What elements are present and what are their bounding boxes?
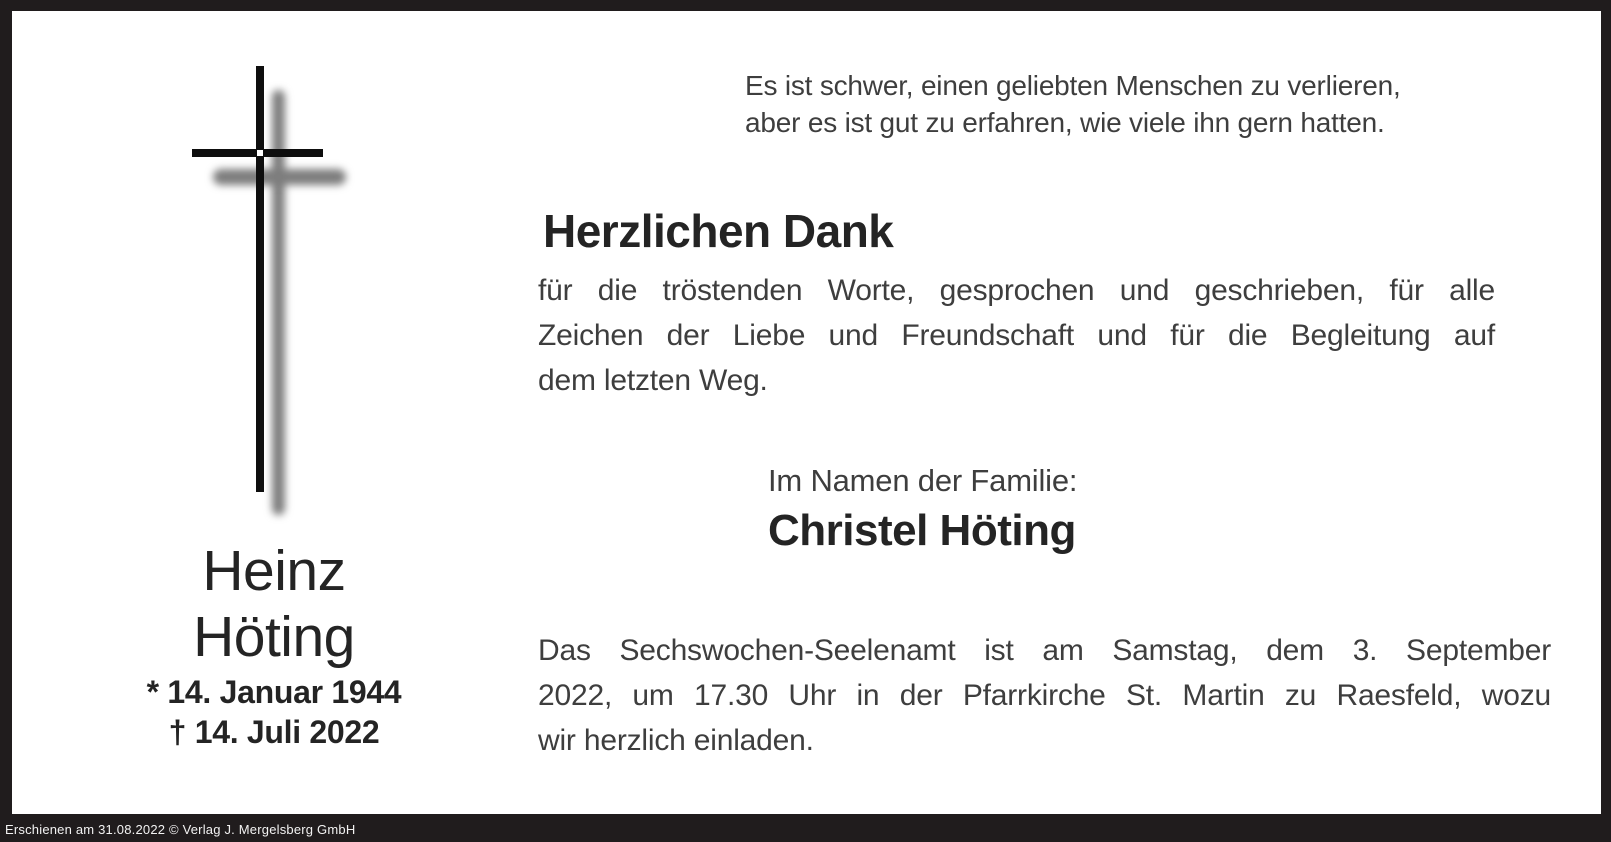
paragraph-line: dem letzten Weg. <box>538 364 768 397</box>
cross-center-notch <box>257 150 263 156</box>
family-intro: Im Namen der Familie: <box>768 463 1078 498</box>
cross-vertical-bar <box>256 66 264 492</box>
quote-line: Es ist schwer, einen geliebten Menschen zu verlieren, <box>745 70 1401 101</box>
thanks-headline: Herzlichen Dank <box>543 205 894 257</box>
cross-shadow-horizontal-bar <box>213 169 346 185</box>
family-signature: Christel Höting <box>768 506 1076 555</box>
paragraph-line: wir herzlich einladen. <box>538 724 814 757</box>
card-border-top <box>0 0 1611 11</box>
paragraph-line: 2022, um 17.30 Uhr in der Pfarrkirche St. Martin zu Raesfeld, wozu <box>538 679 1551 712</box>
birth-date: * 14. Januar 1944 <box>146 674 402 710</box>
paragraph-line: für die tröstenden Worte, gesprochen und geschrieben, für alle <box>538 274 1495 307</box>
life-dates <box>114 672 434 752</box>
card-border-left <box>0 0 12 842</box>
condolence-quote <box>745 67 1505 141</box>
death-date: † 14. Juli 2022 <box>168 714 380 750</box>
family-block <box>768 462 1077 556</box>
service-announcement <box>538 628 1551 763</box>
deceased-last-name: Höting <box>193 605 355 669</box>
deceased-name <box>114 538 434 670</box>
publisher-bar <box>0 814 1611 842</box>
deceased-first-name: Heinz <box>202 539 346 603</box>
thanks-paragraph <box>538 268 1495 403</box>
publication-info: Erschienen am 31.08.2022 © Verlag J. Mergelsberg GmbH <box>5 822 356 837</box>
paragraph-line: Das Sechswochen-Seelenamt ist am Samstag, dem 3. September <box>538 634 1551 667</box>
quote-line: aber es ist gut zu erfahren, wie viele ihn gern hatten. <box>745 107 1385 138</box>
card-border-right <box>1601 0 1611 842</box>
paragraph-line: Zeichen der Liebe und Freundschaft und für die Begleitung auf <box>538 319 1495 352</box>
